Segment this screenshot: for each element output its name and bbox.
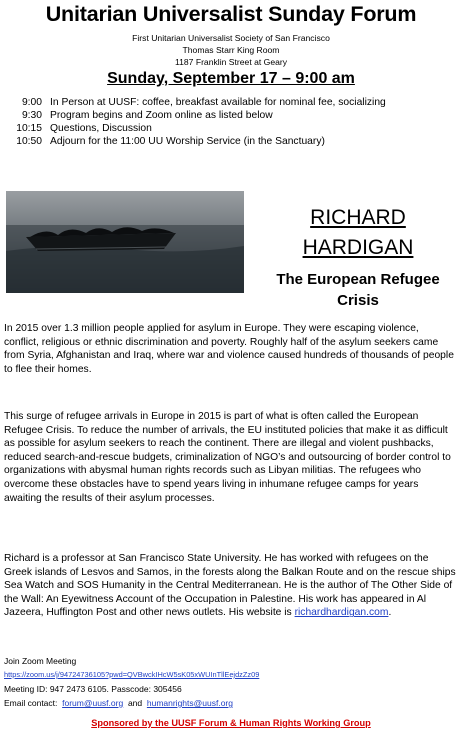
schedule-item [6,123,152,136]
speaker-last-name: HARDIGAN [302,236,414,259]
crisis-paragraph: This surge of refugee arrivals in Europe in 2015 is part of what is often called the European Refugee Crisis. To reduce the number of arrivals, the EU instituted policies that make it as difficult as possible for asylum seekers to reach the continent. There are illegal and violent pushbacks, reduced search-and-rescue budgets, criminalization of NGO’s and outsourcing of border control to organizations with abysmal human rights records such as Libyan militias. The refugees who overcome these obstacles have to spend years living in inhumane refugee camps for years awaiting the results of their asylum processes. [4,411,451,504]
schedule-text: Questions, Discussion [50,123,152,134]
sponsor-footer: Sponsored by the UUSF Forum & Human Rights Working Group [91,718,371,728]
forum-email-link[interactable]: forum@uusf.org [62,698,124,708]
bio-text: Richard is a professor at San Francisco State University. He has worked with refugees on the Greek islands of Lesvos and Samos, in the forests along the Balkan Route and on the rescue ships Sea Watch and SOS Humanity in the Central Mediterranean. He is the author of The Other Side of the Wall: An Eyewitness Account of the Occupation in Palestine. His work has appeared in Al Jazeera, Huffington Post and other news outlets. His website is [4,553,456,619]
contact-label: Email contact: [4,698,58,708]
schedule-text: Adjourn for the 11:00 UU Worship Service (in the Sanctuary) [50,136,325,147]
street-address: 1187 Franklin Street at Geary [174,57,288,67]
org-name: First Unitarian Universalist Society of San Francisco [132,33,330,43]
email-contact [4,698,233,708]
refugee-boat-photo [6,191,244,293]
bio-period: . [388,607,392,619]
schedule-item [6,97,386,110]
intro-paragraph: In 2015 over 1.3 million people applied for asylum in Europe. They were escaping violence, conflict, religious or ethnic discrimination and poverty. Roughly half of the asylum seekers came from Syria, Afghanistan and Iraq, where war and violence caused hundreds of thousands of people to flee their homes. [4,323,454,375]
schedule-text: Program begins and Zoom online as listed below [50,110,273,121]
bio-paragraph [4,552,456,620]
speaker-first-name: RICHARD [310,206,406,229]
schedule-time: 10:15 [16,123,42,134]
talk-title-line2: Crisis [337,292,379,309]
website-link[interactable]: richardhardigan.com [294,607,389,619]
schedule-item [6,110,273,123]
and-text: and [127,698,143,708]
zoom-heading: Join Zoom Meeting [4,656,77,666]
zoom-link[interactable]: https://zoom.us/j/94724736105?pwd=QVBwckIHcW5sK05xWUInTllEejdzZz09 [4,670,260,679]
room-name: Thomas Starr King Room [182,45,280,55]
schedule-item [6,136,325,149]
humanrights-email-link[interactable]: humanrights@uusf.org [146,698,233,708]
schedule-time: 10:50 [16,136,42,147]
schedule-time: 9:00 [21,97,42,108]
schedule-text: In Person at UUSF: coffee, breakfast available for nominal fee, socializing [50,97,386,108]
forum-title: Unitarian Universalist Sunday Forum [45,2,417,26]
event-date: Sunday, September 17 – 9:00 am [107,70,355,87]
schedule-time: 9:30 [21,110,42,121]
meeting-id: Meeting ID: 947 2473 6105. Passcode: 305456 [4,684,182,694]
talk-title-line1: The European Refugee [276,271,440,288]
